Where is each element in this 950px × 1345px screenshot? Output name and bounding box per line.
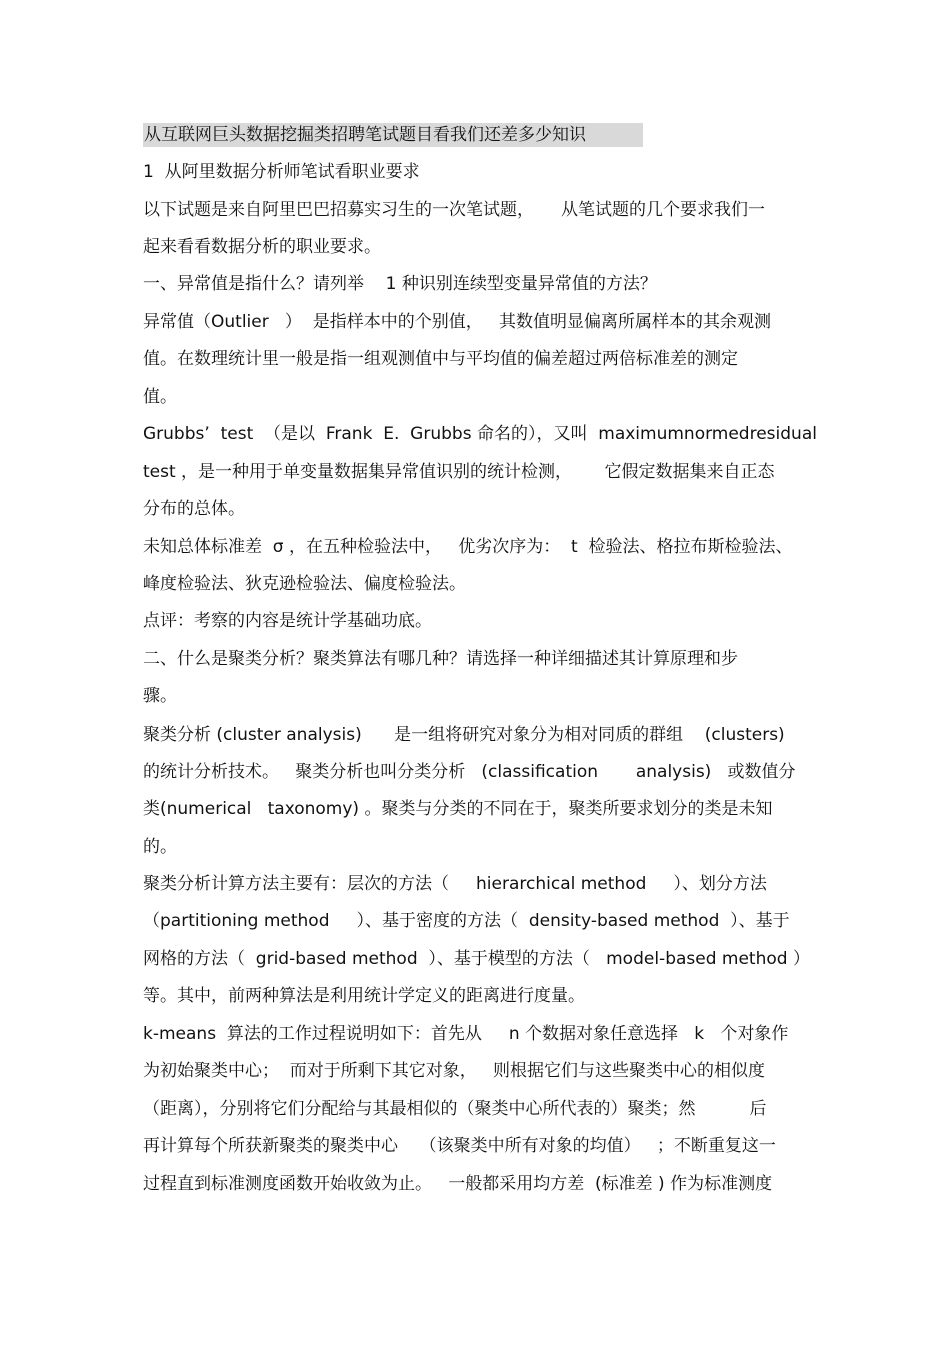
paragraph-line: 的统计分析技术。 聚类分析也叫分类分析 (classification analysis) 或数值分 bbox=[143, 762, 796, 782]
paragraph-line: 峰度检验法、狄克逊检验法、偏度检验法。 bbox=[143, 574, 466, 594]
paragraph-line: test ，是一种用于单变量数据集异常值识别的统计检测， 它假定数据集来自正态 bbox=[143, 462, 775, 482]
paragraph-line: 异常值（Outlier ） 是指样本中的个别值， 其数值明显偏离所属样本的其余观测 bbox=[143, 312, 771, 332]
paragraph-line: 为初始聚类中心； 而对于所剩下其它对象， 则根据它们与这些聚类中心的相似度 bbox=[143, 1061, 766, 1081]
paragraph-line: 以下试题是来自阿里巴巴招募实习生的一次笔试题， 从笔试题的几个要求我们一 bbox=[143, 200, 766, 220]
document-title: 从互联网巨头数据挖掘类招聘笔试题目看我们还差多少知识 bbox=[143, 123, 643, 147]
paragraph-line: k-means 算法的工作过程说明如下：首先从 n 个数据对象任意选择 k 个对象作 bbox=[143, 1024, 789, 1044]
paragraph-line: 类(numerical taxonomy) 。聚类与分类的不同在于，聚类所要求划分的类是未知 bbox=[143, 799, 773, 819]
paragraph-line: 分布的总体。 bbox=[143, 499, 245, 519]
paragraph-line: 未知总体标准差 σ ，在五种检验法中， 优劣次序为： t 检验法、格拉布斯检验法、 bbox=[143, 537, 793, 557]
question-heading: 一、异常值是指什么？请列举 1 种识别连续型变量异常值的方法？ bbox=[143, 274, 657, 294]
paragraph-line: 值。在数理统计里一般是指一组观测值中与平均值的偏差超过两倍标准差的测定 bbox=[143, 349, 738, 369]
section-heading: 1 从阿里数据分析师笔试看职业要求 bbox=[143, 162, 420, 182]
paragraph-line: 起来看看数据分析的职业要求。 bbox=[143, 237, 381, 257]
paragraph-line: 过程直到标准测度函数开始收敛为止。 一般都采用均方差 (标准差 ) 作为标准测度 bbox=[143, 1174, 773, 1194]
paragraph-line: 等。其中，前两种算法是利用统计学定义的距离进行度量。 bbox=[143, 986, 585, 1006]
paragraph-line: 网格的方法（ grid-based method ）、基于模型的方法（ model-based method ） bbox=[143, 949, 810, 969]
question-heading: 骤。 bbox=[143, 686, 177, 706]
paragraph-line: Grubbs’ test （是以 Frank E. Grubbs 命名的），又叫 maximumnormedresidual bbox=[143, 424, 817, 444]
paragraph-line: 聚类分析 (cluster analysis) 是一组将研究对象分为相对同质的群组 (clusters) bbox=[143, 725, 785, 745]
question-heading: 二、什么是聚类分析？聚类算法有哪几种？请选择一种详细描述其计算原理和步 bbox=[143, 649, 738, 669]
paragraph-line: 聚类分析计算方法主要有：层次的方法（ hierarchical method ）、划分方法 bbox=[143, 874, 767, 894]
paragraph-line: （距离），分别将它们分配给与其最相似的（聚类中心所代表的）聚类；然 后 bbox=[143, 1099, 767, 1119]
paragraph-line: 值。 bbox=[143, 387, 177, 407]
comment-line: 点评：考察的内容是统计学基础功底。 bbox=[143, 611, 432, 631]
paragraph-line: 再计算每个所获新聚类的聚类中心 （该聚类中所有对象的均值） ；不断重复这一 bbox=[143, 1136, 776, 1156]
paragraph-line: （partitioning method ）、基于密度的方法（ density-based method ）、基于 bbox=[143, 911, 790, 931]
paragraph-line: 的。 bbox=[143, 837, 177, 857]
